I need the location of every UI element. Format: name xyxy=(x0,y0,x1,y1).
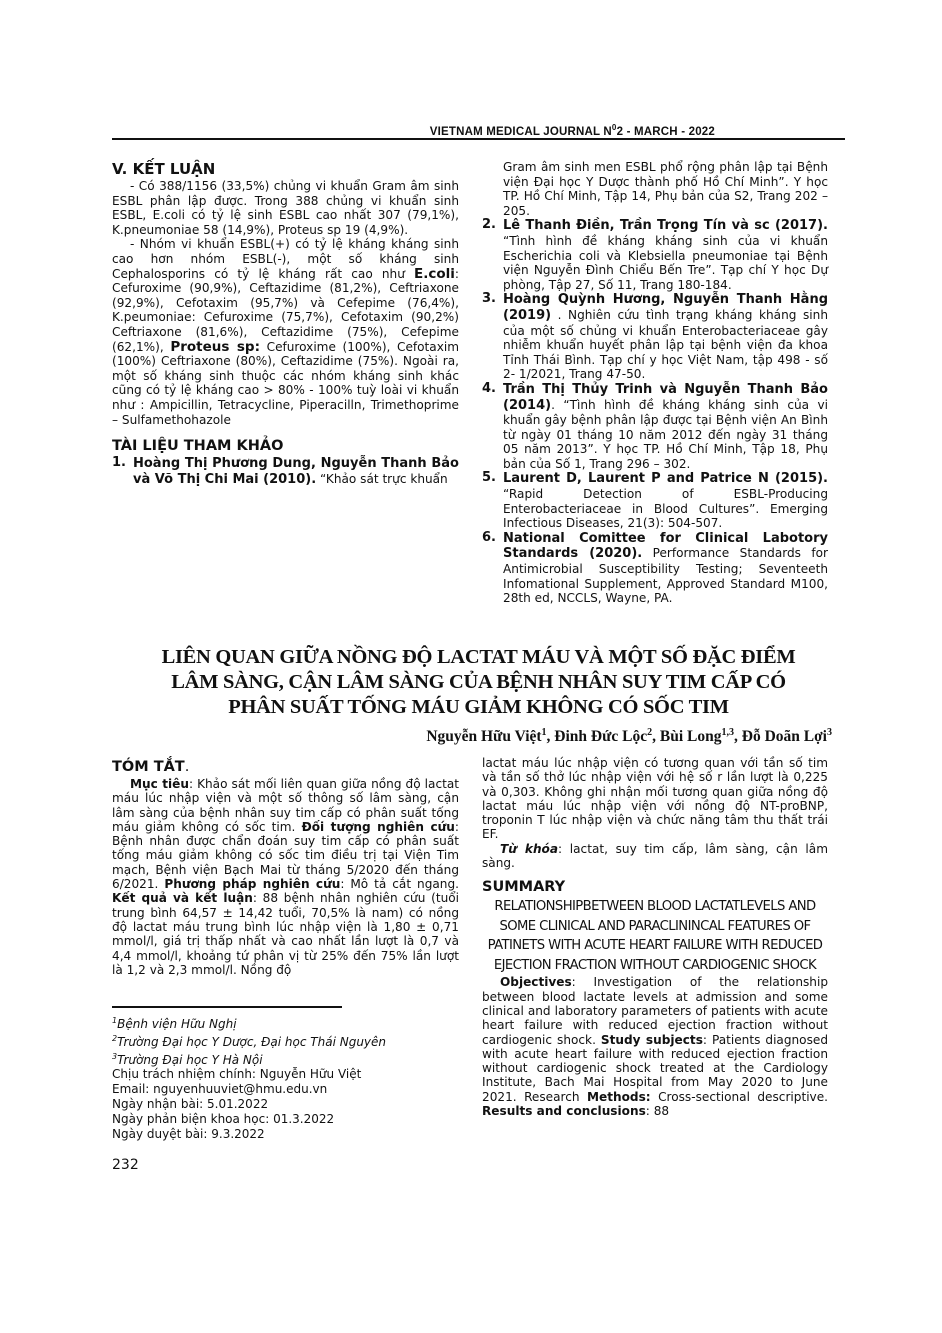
conclusion-para-2 xyxy=(112,237,459,427)
author: Đinh Đức Lộc xyxy=(554,728,648,746)
reference-number: 6. xyxy=(482,529,496,545)
reference-authors: Hoàng Quỳnh Hương, Nguyễn Thanh Hằng (2019) xyxy=(503,292,828,323)
reference-text: “Khảo sát trực khuẩn xyxy=(316,471,448,486)
para2-text-c: Cefuroxime (100%), Cefotaxim (100%) Ceftriaxone (80%), Ceftazidime (75%). Ngoài ra, một số kháng sinh thuộc các nhóm kháng sinh khác cũng có tỷ lệ kháng cao > 80% - 100% tuỳ loài vi khuẩn như : Ampicillin, Tetracycline, Piperacilln, Trimethoprime – Sulfamethohazole xyxy=(112,339,459,427)
reference-text: “Tình hình đề kháng kháng sinh của vi khuẩn Escherichia coli và Klebsiella pneumoniae tại Bệnh viện Nguyễn Đình Chiểu Bến Tre”. Tạp chí Y học Dự phòng, Tập 27, Số 11, Trang 180-184. xyxy=(503,233,828,292)
abstract-vietnamese xyxy=(112,758,459,977)
author: Nguyễn Hữu Việt xyxy=(426,728,542,746)
issue-superscript: 0 xyxy=(611,123,617,132)
page-number: 232 xyxy=(112,1157,139,1173)
label-objectives-en: Objectives xyxy=(500,975,572,990)
references-title: TÀI LIỆU THAM KHẢO xyxy=(112,438,284,455)
reference-item xyxy=(482,531,828,606)
reference-item xyxy=(482,218,828,292)
author-affiliation-sup: 2 xyxy=(647,727,653,738)
right-column-top xyxy=(482,160,828,606)
reference-number: 2. xyxy=(482,217,496,233)
reference-number: 1. xyxy=(112,455,126,471)
author-affiliation-sup: 1 xyxy=(541,727,547,738)
date-received: Ngày nhận bài: 5.01.2022 xyxy=(112,1096,269,1111)
author-list: Nguyễn Hữu Việt$^1$, Đinh Đức Lộc$^2$, Bùi Long$^{1,3}$, Đỗ Doãn Lợi$^3$ xyxy=(426,727,832,746)
label-objectives: Mục tiêu xyxy=(130,777,189,791)
reference-item xyxy=(482,382,828,472)
abstract-title: TÓM TẮT. xyxy=(112,759,190,775)
reference-authors: Lê Thanh Điền, Trần Trọng Tín và sc (2017). xyxy=(503,218,828,234)
english-title: RELATIONSHIPBETWEEN BLOOD LACTATLEVELS AND SOME CLINICAL AND PARACLININCAL FEATURES OF PATINETS WITH ACUTE HEART FAILURE WITH REDUCED EJECTION FRACTION WITHOUT CARDIOGENIC SHOCK xyxy=(487,899,823,973)
journal-name: VIETNAM MEDICAL JOURNAL N xyxy=(429,125,612,138)
title-line: PHÂN SUẤT TỐNG MÁU GIẢM KHÔNG CÓ SỐC TIM xyxy=(228,696,729,718)
abstract-body: Mục tiêu: Khảo sát mối liên quan giữa nồng độ lactat máu lúc nhập viện và một số thông số lâm sàng, cận lâm sàng của bệnh nhân suy tim cấp có phân suất tống máu giảm không có sốc tim. Đối tượng nghiên cứu: Bệnh nhân được chẩn đoán suy tim cấp có phân suất tống máu giảm không có sốc tim điều trị tại Viện Tim mạch, Bệnh viện Bạch Mai từ tháng 5/2020 đến tháng 6/2021. Phương pháp nghiên cứu: Mô tả cắt ngang. Kết quả và kết luận: 88 bệnh nhân nghiên cứu (tuổi trung bình 64,57 ± 14,42 tuổi, 70,5% là nam) có nồng độ lactat máu trung bình lúc nhập viện là 1,80 ± 0,71 mmol/l, giá trị thấp nhất và cao nhất lần lượt là 0,7 và 4,4 mmol/l, khoảng tứ phân vị từ 25% đến 75% lần lượt là 1,2 và 2,3 mmol/l. Nồng độ xyxy=(112,777,459,977)
summary-body: Objectives: Investigation of the relationship between blood lactate levels at admission and some clinical and laboratory parameters of patients with acute heart failure with reduced ejection fraction without cardiogenic shock. Study subjects: Patients diagnosed with acute heart failure with reduced ejection fraction without cardiogenic shock treated at the Cardiology Institute, Bach Mai Hospital from May 2020 to June 2021. Research Methods: Cross-sectional descriptive. Results and conclusions: 88 xyxy=(482,975,828,1119)
date-approved: Ngày duyệt bài: 9.3.2022 xyxy=(112,1126,265,1141)
reference-item xyxy=(112,456,459,487)
affiliation: $^2$Trường Đại học Y Dược, Đại học Thái Nguyên xyxy=(112,1033,387,1049)
reference-item xyxy=(482,471,828,530)
author: Đỗ Doãn Lợi xyxy=(741,728,827,746)
keywords-label: Từ khóa xyxy=(500,841,559,856)
reference-number: 5. xyxy=(482,470,496,486)
responsible-author: Chịu trách nhiệm chính: Nguyễn Hữu Việt xyxy=(112,1067,362,1082)
author-affiliation-sup: 3 xyxy=(827,727,832,738)
ecoli-label: E.coli xyxy=(414,265,455,282)
para2-text-b: : Cefuroxime (90,9%), Ceftazidime (81,2%), Ceftriaxone (92,9%), Cefotaxim (95,7%) và Cefepime (76,4%), K.peumoniae: Cefuroxime (75,7%), Cefotaxim (90,2%) Ceftriaxone (81,6%), Ceftazidime (75%), Cefepime (62,1%), xyxy=(112,266,459,354)
reference-item-continued xyxy=(482,160,828,218)
reference-text: Gram âm sinh men ESBL phổ rộng phân lập tại Bệnh viện Đại học Y Dược thành phố Hồ Chí Minh”. Y học TP. Hồ Chí Minh, Tập 14, Phụ bản của S2, Trang 202 – 205. xyxy=(503,160,828,218)
article-title xyxy=(112,645,845,720)
reference-text: . Nghiên cứu tình trạng kháng kháng sinh của một số chủng vi khuẩn Enterobacteriaceae gây nhiễm khuẩn huyết phân lập tại bệnh viện đa khoa Tỉnh Thái Bình. Tạp chí y học Việt Nam, tập 498 - số 2- 1/2021, Trang 47-50. xyxy=(503,307,828,382)
proteus-label: Proteus sp: xyxy=(170,338,260,355)
reference-item xyxy=(482,292,828,382)
label-subjects: Đối tượng nghiên cứu xyxy=(301,819,455,834)
date-reviewed: Ngày phản biện khoa học: 01.3.2022 xyxy=(112,1111,335,1126)
reference-authors: National Comittee for Clinical Labotory Standards (2020). xyxy=(503,530,828,562)
email: Email: nguyenhuuviet@hmu.edu.vn xyxy=(112,1082,328,1097)
label-results-en: Results and conclusions xyxy=(482,1104,646,1119)
section-title-conclusion: V. KẾT LUẬN xyxy=(112,160,216,178)
title-line: LÂM SÀNG, CẬN LÂM SÀNG CỦA BỆNH NHÂN SUY TIM CẤP CÓ xyxy=(171,671,786,693)
reference-text: Performance Standards for Antimicrobial Susceptibility Testing; Seventeeth Infomational Supplement, Approved Standard M100, 28th ed, NCCLS, Wayne, PA. xyxy=(503,546,828,606)
summary-title: SUMMARY xyxy=(482,879,566,896)
reference-number: 4. xyxy=(482,380,496,396)
reference-text: “Rapid Detection of ESBL-Producing Enterobacteriaceae in Blood Cultures”. Emerging Infectious Diseases, 21(3): 504-507. xyxy=(503,487,828,531)
affiliation: $^1$Bệnh viện Hữu Nghị xyxy=(112,1016,237,1031)
abstract-body-continued: lactat máu lúc nhập viện có tương quan với tần số tim và tần số thở lúc nhập viện với hệ số r lần lượt là 0,225 và 0,303. Không ghi nhận mối tương quan giữa nồng độ lactat máu lúc nhập viện với nồng độ NT-proBNP, troponin T lúc nhập viện và chức năng tâm thu thất trái EF. xyxy=(482,756,828,842)
reference-text: . “Tình hình đề kháng kháng sinh của vi khuẩn gây bệnh phân lập được tại Bệnh viện An Bình từ ngày 01 tháng 10 năm 2012 đến ngày 31 tháng 05 năm 2013”. Y học TP. Hồ Chí Minh, Tập 18, Phụ bản của Số 1, Trang 296 – 302. xyxy=(503,397,828,471)
para2-text-a: - Nhóm vi khuẩn ESBL(+) có tỷ lệ kháng kháng sinh cao hơn nhóm ESBL(-), một số kháng sinh Cephalosporins có tỷ lệ kháng rất cao như xyxy=(112,237,459,281)
reference-authors: Hoàng Thị Phương Dung, Nguyễn Thanh Bảo và Võ Thị Chi Mai (2010). xyxy=(133,456,459,487)
abstract-continued xyxy=(482,756,828,1118)
running-header xyxy=(112,123,845,138)
label-methods-en: Methods: xyxy=(587,1089,651,1104)
footnote-rule xyxy=(112,1006,342,1008)
affiliation: $^3$Trường Đại học Y Hà Nội xyxy=(112,1051,263,1067)
issue-info: 2 - MARCH - 2022 xyxy=(616,125,715,138)
author-affiliation-sup: 1,3 xyxy=(721,727,734,738)
label-subjects-en: Study subjects xyxy=(600,1032,703,1047)
keywords: Từ khóa: lactat, suy tim cấp, lâm sàng, cận lâm sàng. xyxy=(482,841,828,871)
title-line: LIÊN QUAN GIỮA NỒNG ĐỘ LACTAT MÁU VÀ MỘT SỐ ĐẶC ĐIỂM xyxy=(161,646,796,668)
reference-number: 3. xyxy=(482,291,496,307)
conclusion-para-1: - Có 388/1156 (33,5%) chủng vi khuẩn Gram âm sinh ESBL phân lập được. Trong 388 chủng vi khuẩn sinh ESBL, E.coli có tỷ lệ sinh ESBL cao nhất 307 (79,1%), K.pneumoniae 58 (14,9%), Proteus sp 19 (4,9%). xyxy=(112,179,459,237)
author: Bùi Long xyxy=(659,728,722,746)
label-methods: Phương pháp nghiên cứu xyxy=(164,877,341,892)
header-rule xyxy=(112,138,845,140)
footnotes xyxy=(112,1014,462,1141)
reference-authors: Laurent D, Laurent P and Patrice N (2015). xyxy=(503,471,828,487)
reference-authors: Trần Thị Thủy Trinh và Nguyễn Thanh Bảo (2014) xyxy=(503,381,828,413)
label-results: Kết quả và kết luận xyxy=(112,891,253,906)
left-column-top xyxy=(112,160,459,487)
